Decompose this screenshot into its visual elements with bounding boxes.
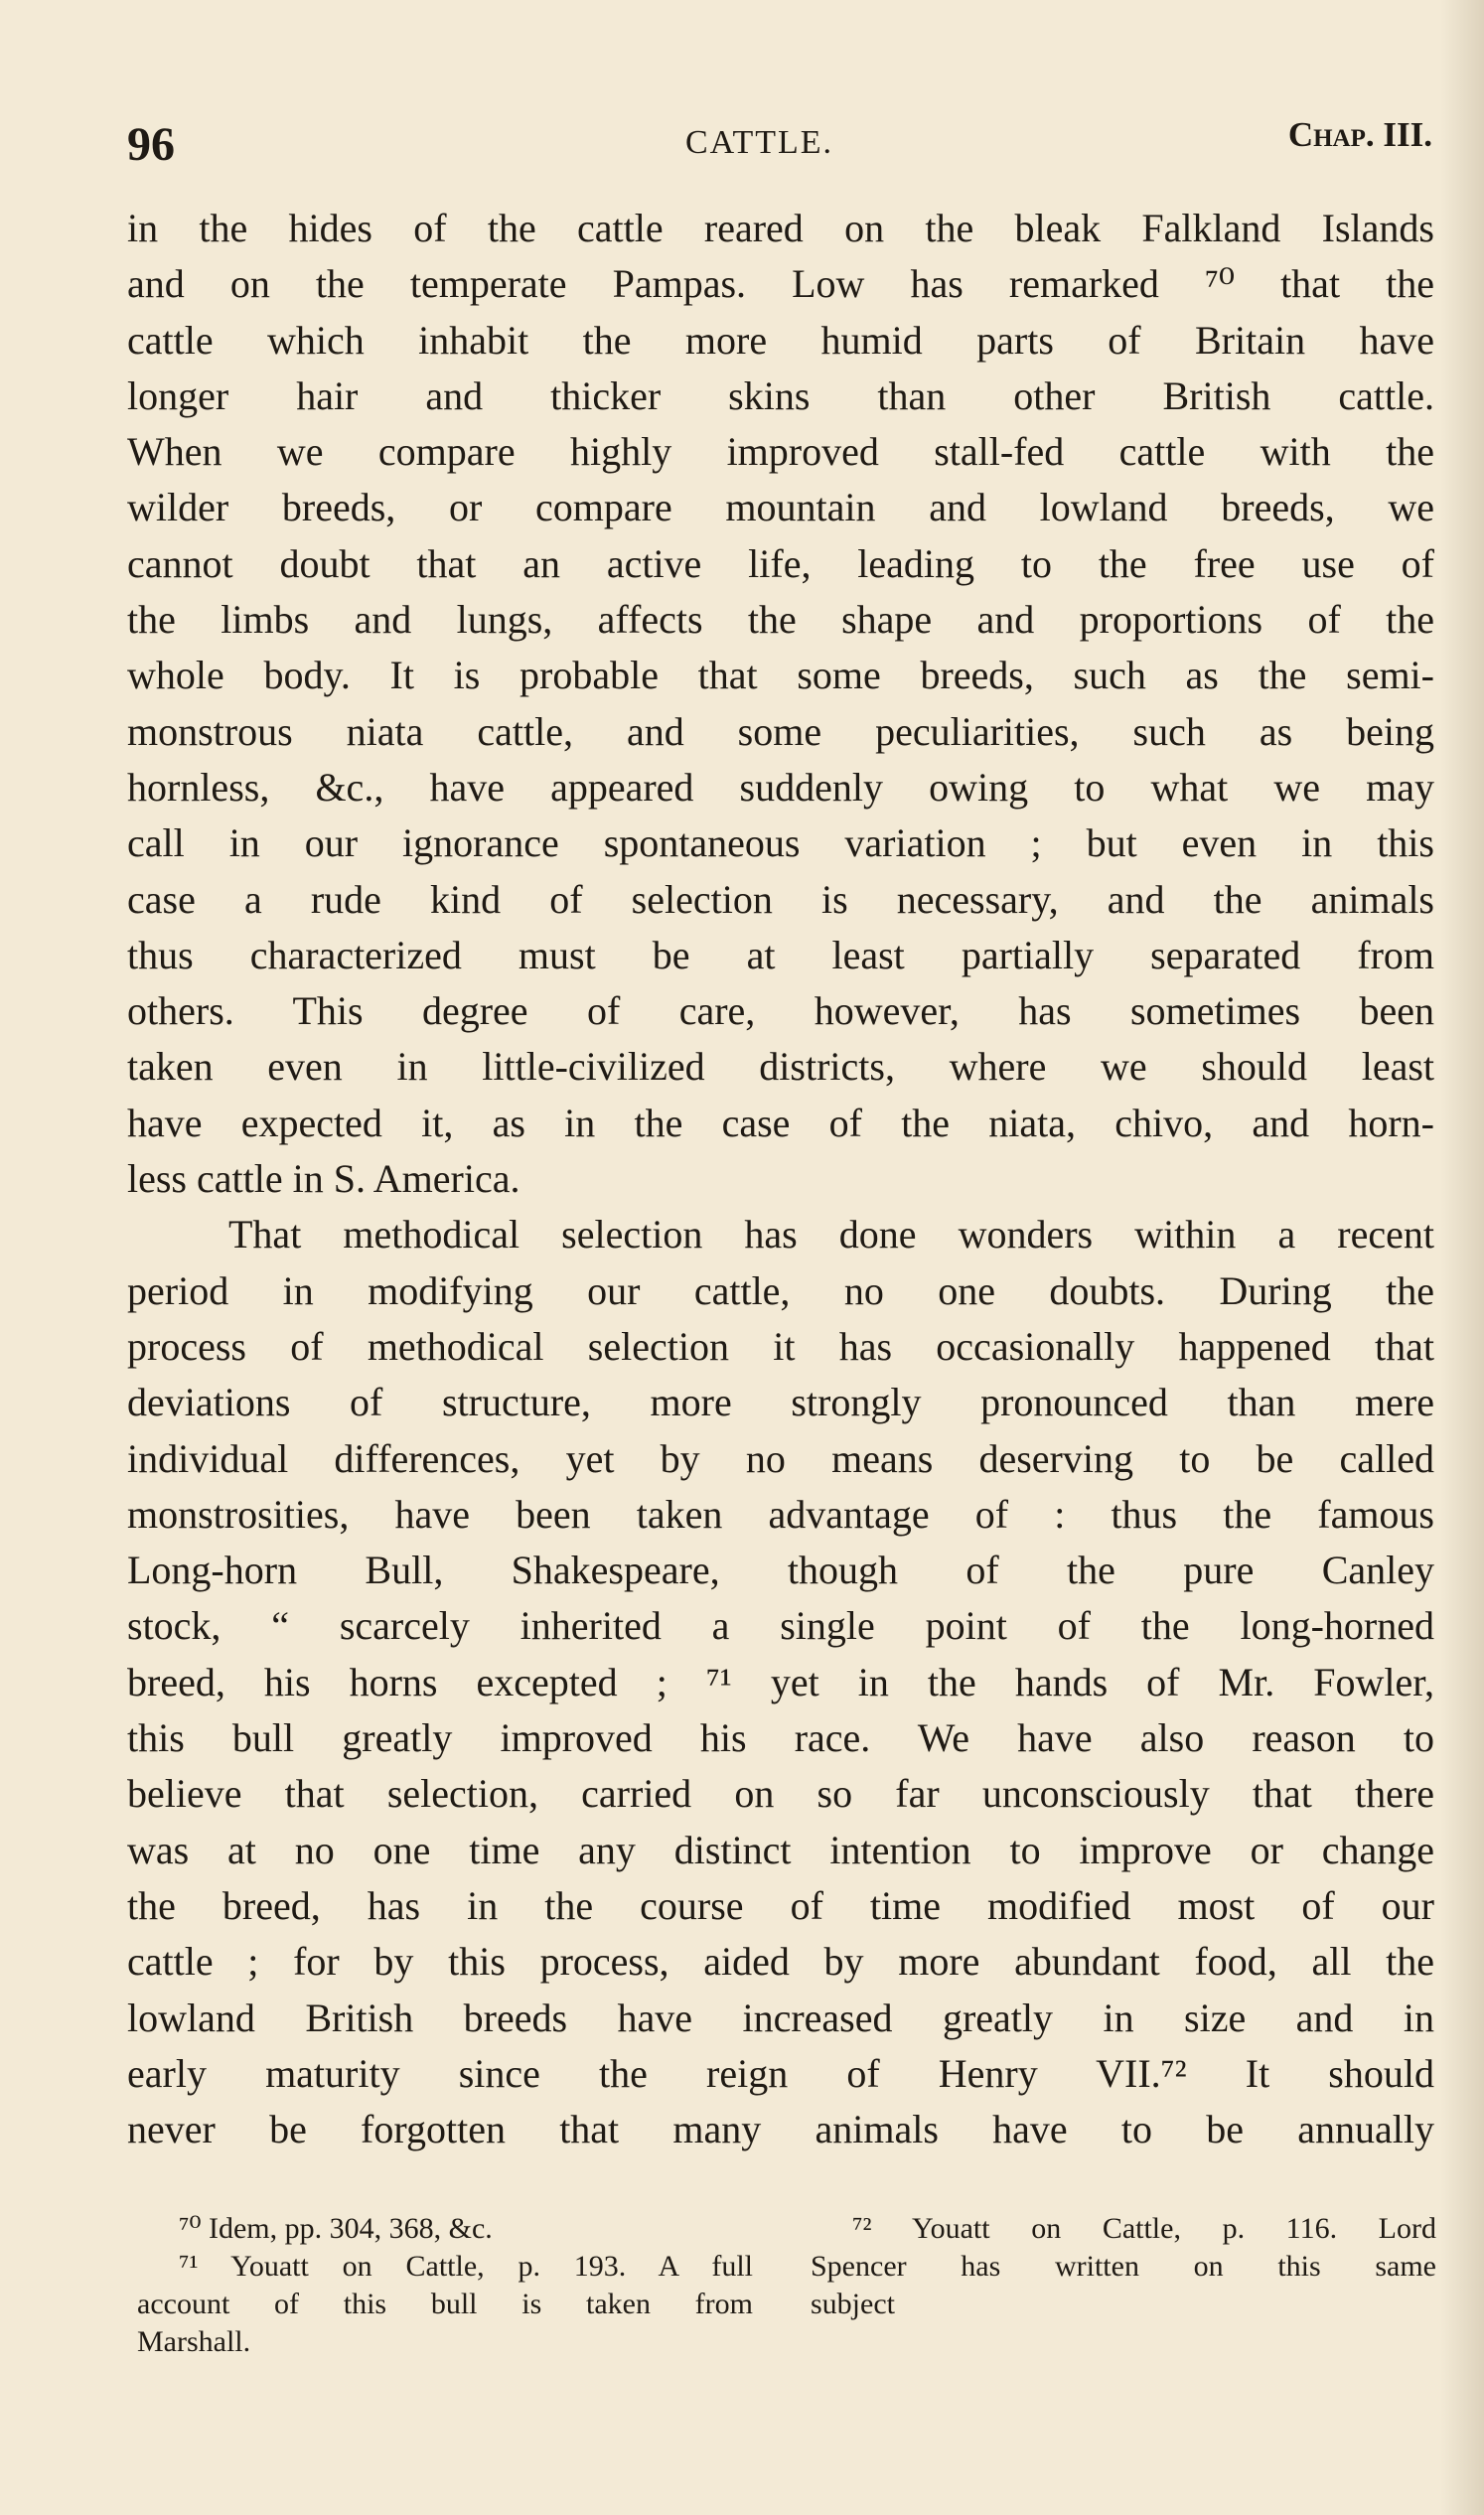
text-line: the limbs and lungs, affects the shape and proportions of the bbox=[127, 597, 1434, 643]
text-line: cattle ; for by this process, aided by more abundant food, all the bbox=[127, 1939, 1434, 1985]
text-line: others. This degree of care, however, has sometimes been bbox=[127, 988, 1434, 1034]
text-line: early maturity since the reign of Henry VII.⁷² It should bbox=[127, 2050, 1434, 2096]
text-line: monstrous niata cattle, and some peculiarities, such as being bbox=[127, 708, 1434, 754]
text-line: wilder breeds, or compare mountain and lowland breeds, we bbox=[127, 485, 1434, 530]
text-line: case a rude kind of selection is necessary, and the animals bbox=[127, 876, 1434, 922]
text-line: in the hides of the cattle reared on the bleak Falkland Islands bbox=[127, 206, 1434, 250]
paragraph-end-line: less cattle in S. America. bbox=[127, 1156, 520, 1202]
text-line: lowland British breeds have increased greatly in size and in bbox=[127, 1995, 1434, 2040]
footnote-line: Spencer has written on this same bbox=[811, 2250, 1436, 2283]
chapter-label: Chap. III. bbox=[1287, 115, 1432, 154]
body-text bbox=[127, 201, 1434, 2157]
footnote-column-left bbox=[137, 2210, 753, 2361]
paragraph-first-line: That methodical selection has done wonders within a recent bbox=[228, 1212, 1434, 1258]
text-line: believe that selection, carried on so far unconsciously that there bbox=[127, 1771, 1434, 1817]
text-line: the breed, has in the course of time modified most of our bbox=[127, 1882, 1434, 1928]
footnotes bbox=[137, 2210, 1436, 2389]
text-line: longer hair and thicker skins than other British cattle. bbox=[127, 372, 1434, 418]
text-line: process of methodical selection it has occasionally happened that bbox=[127, 1323, 1434, 1369]
text-line: breed, his horns excepted ; ⁷¹ yet in the hands of Mr. Fowler, bbox=[127, 1659, 1434, 1704]
footnote-72: ⁷² Youatt on Cattle, p. 116. Lord bbox=[852, 2212, 1436, 2245]
text-line: have expected it, as in the case of the niata, chivo, and horn- bbox=[127, 1100, 1434, 1145]
page-number: 96 bbox=[127, 118, 175, 171]
text-line: cattle which inhabit the more humid parts of Britain have bbox=[127, 317, 1434, 363]
text-line: hornless, &c., have appeared suddenly owing to what we may bbox=[127, 764, 1434, 810]
text-line: When we compare highly improved stall-fed cattle with the bbox=[127, 429, 1434, 475]
text-line: whole body. It is probable that some breeds, such as the semi- bbox=[127, 653, 1434, 698]
text-line: monstrosities, have been taken advantage of : thus the famous bbox=[127, 1491, 1434, 1537]
text-line: individual differences, yet by no means deserving to be called bbox=[127, 1435, 1434, 1481]
text-line: and on the temperate Pampas. Low has remarked ⁷⁰ that the bbox=[127, 261, 1434, 307]
text-line: call in our ignorance spontaneous variation ; but even in this bbox=[127, 820, 1434, 866]
text-line: cannot doubt that an active life, leading to the free use of bbox=[127, 540, 1434, 586]
footnote-line: Marshall. bbox=[137, 2325, 251, 2358]
footnote-column-right bbox=[811, 2210, 1436, 2323]
text-line: deviations of structure, more strongly pronounced than mere bbox=[127, 1380, 1434, 1425]
text-line: stock, “ scarcely inherited a single point of the long-horned bbox=[127, 1603, 1434, 1649]
text-line: Long-horn Bull, Shakespeare, though of the pure Canley bbox=[127, 1548, 1434, 1593]
running-head bbox=[127, 111, 1438, 171]
running-title: CATTLE. bbox=[685, 124, 834, 161]
footnote-line: account of this bull is taken from bbox=[137, 2288, 753, 2320]
text-line: was at no one time any distinct intention to improve or change bbox=[127, 1827, 1434, 1872]
footnote-71: ⁷¹ Youatt on Cattle, p. 193. A full bbox=[179, 2250, 753, 2283]
text-line: never be forgotten that many animals have to be annually bbox=[127, 2107, 1434, 2152]
text-line: thus characterized must be at least partially separated from bbox=[127, 932, 1434, 977]
footnote-line: subject bbox=[811, 2288, 895, 2320]
footnote-70: ⁷⁰ Idem, pp. 304, 368, &c. bbox=[179, 2212, 493, 2245]
text-line: taken even in little-civilized districts, where we should least bbox=[127, 1044, 1434, 1090]
text-line: this bull greatly improved his race. We have also reason to bbox=[127, 1715, 1434, 1761]
text-line: period in modifying our cattle, no one doubts. During the bbox=[127, 1267, 1434, 1313]
